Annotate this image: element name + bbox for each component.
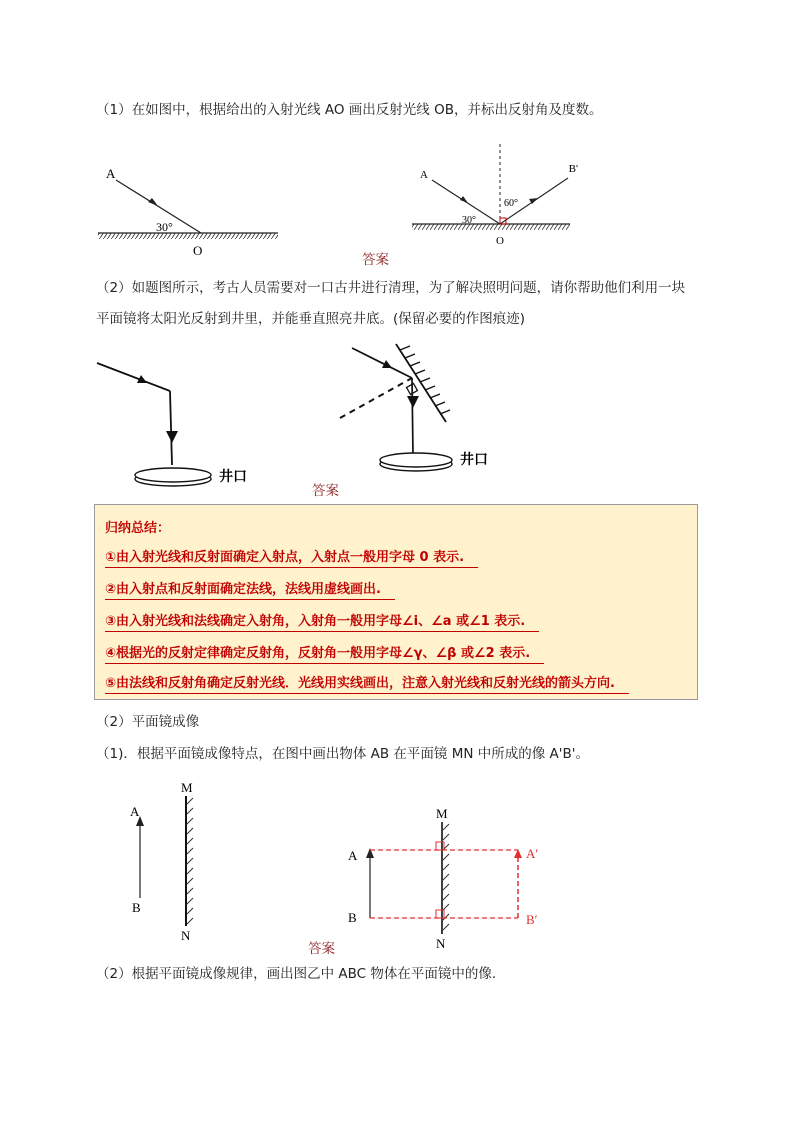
summary-box bbox=[94, 504, 698, 700]
reflected-ray bbox=[412, 378, 413, 456]
label-b-prime: B' bbox=[568, 163, 578, 175]
label-a: A bbox=[130, 804, 140, 819]
summary-item: ①由入射光线和反射面确定入射点，入射点一般用字母 0 表示. bbox=[105, 549, 478, 568]
label-a: A bbox=[106, 166, 116, 181]
label-o: O bbox=[193, 243, 203, 258]
angle-60: 60° bbox=[504, 198, 518, 209]
summary-item: ②由入射点和反射面确定法线，法线用虚线画出. bbox=[105, 581, 395, 600]
figure-well-question bbox=[95, 355, 275, 495]
normal-dashed bbox=[340, 378, 412, 418]
question-4-text: （2）根据平面镜成像规律，画出图乙中 ABC 物体在平面镜中的像. bbox=[96, 966, 497, 982]
ground-hatch bbox=[412, 224, 570, 230]
label-b-prime: B′ bbox=[526, 912, 538, 927]
label-n: N bbox=[436, 936, 446, 951]
label-a-prime: A′ bbox=[526, 846, 539, 861]
angle-30: 30° bbox=[462, 215, 476, 226]
mirror-hatch bbox=[187, 798, 193, 924]
answer-label-2: 答案 bbox=[312, 483, 339, 499]
label-n: N bbox=[181, 928, 191, 942]
ray-arrow bbox=[148, 198, 158, 206]
section-2-title: （2）平面镜成像 bbox=[96, 714, 200, 730]
incident-arrow bbox=[460, 196, 468, 203]
label-b: B bbox=[348, 910, 357, 925]
figure-reflection-answer bbox=[410, 140, 580, 250]
answer-label-1: 答案 bbox=[362, 252, 389, 268]
well-label: 井口 bbox=[460, 453, 488, 468]
label-b: B bbox=[132, 900, 141, 915]
question-2-line-2: 平面镜将太阳光反射到井里，并能垂直照亮井底。(保留必要的作图痕迹) bbox=[96, 311, 526, 327]
question-2-line-1: （2）如题图所示，考古人员需要对一口古井进行清理，为了解决照明问题，请你帮助他们利用一块 bbox=[96, 280, 686, 296]
angle-label: 30° bbox=[156, 220, 173, 234]
figure-mirror-answer bbox=[340, 804, 560, 954]
summary-title: 归纳总结： bbox=[105, 521, 171, 536]
label-m: M bbox=[436, 806, 448, 821]
down-arrow bbox=[166, 431, 178, 443]
label-o: O bbox=[496, 235, 504, 247]
well-mouth-top bbox=[380, 453, 452, 467]
figure-mirror-question bbox=[120, 778, 210, 942]
figure-incident-ray bbox=[96, 160, 286, 260]
ground-hatch bbox=[98, 233, 278, 239]
figure-well-answer bbox=[330, 338, 530, 478]
summary-item: ④根据光的反射定律确定反射角，反射角一般用字母∠γ、∠β 或∠2 表示. bbox=[105, 645, 544, 664]
summary-item: ③由入射光线和法线确定入射角，入射角一般用字母∠i、∠a 或∠1 表示. bbox=[105, 613, 539, 632]
label-a: A bbox=[348, 848, 358, 863]
well-label: 井口 bbox=[219, 470, 247, 485]
label-a: A bbox=[420, 169, 428, 181]
mirror-line bbox=[396, 344, 446, 422]
label-m: M bbox=[181, 780, 193, 795]
answer-label-3: 答案 bbox=[308, 941, 335, 957]
incident-ray bbox=[352, 348, 412, 378]
question-3-text: （1)．根据平面镜成像特点，在图中画出物体 AB 在平面镜 MN 中所成的像 A'B'。 bbox=[96, 746, 589, 762]
down-arrow bbox=[407, 396, 419, 408]
bent-ray bbox=[170, 391, 172, 465]
sun-ray bbox=[97, 363, 170, 391]
question-1-text: （1）在如图中，根据给出的入射光线 AO 画出反射光线 OB，并标出反射角及度数。 bbox=[96, 102, 603, 118]
summary-item: ⑤由法线和反射角确定反射光线．光线用实线画出，注意入射光线和反射光线的箭头方向. bbox=[105, 675, 629, 694]
well-mouth-top bbox=[135, 468, 211, 482]
